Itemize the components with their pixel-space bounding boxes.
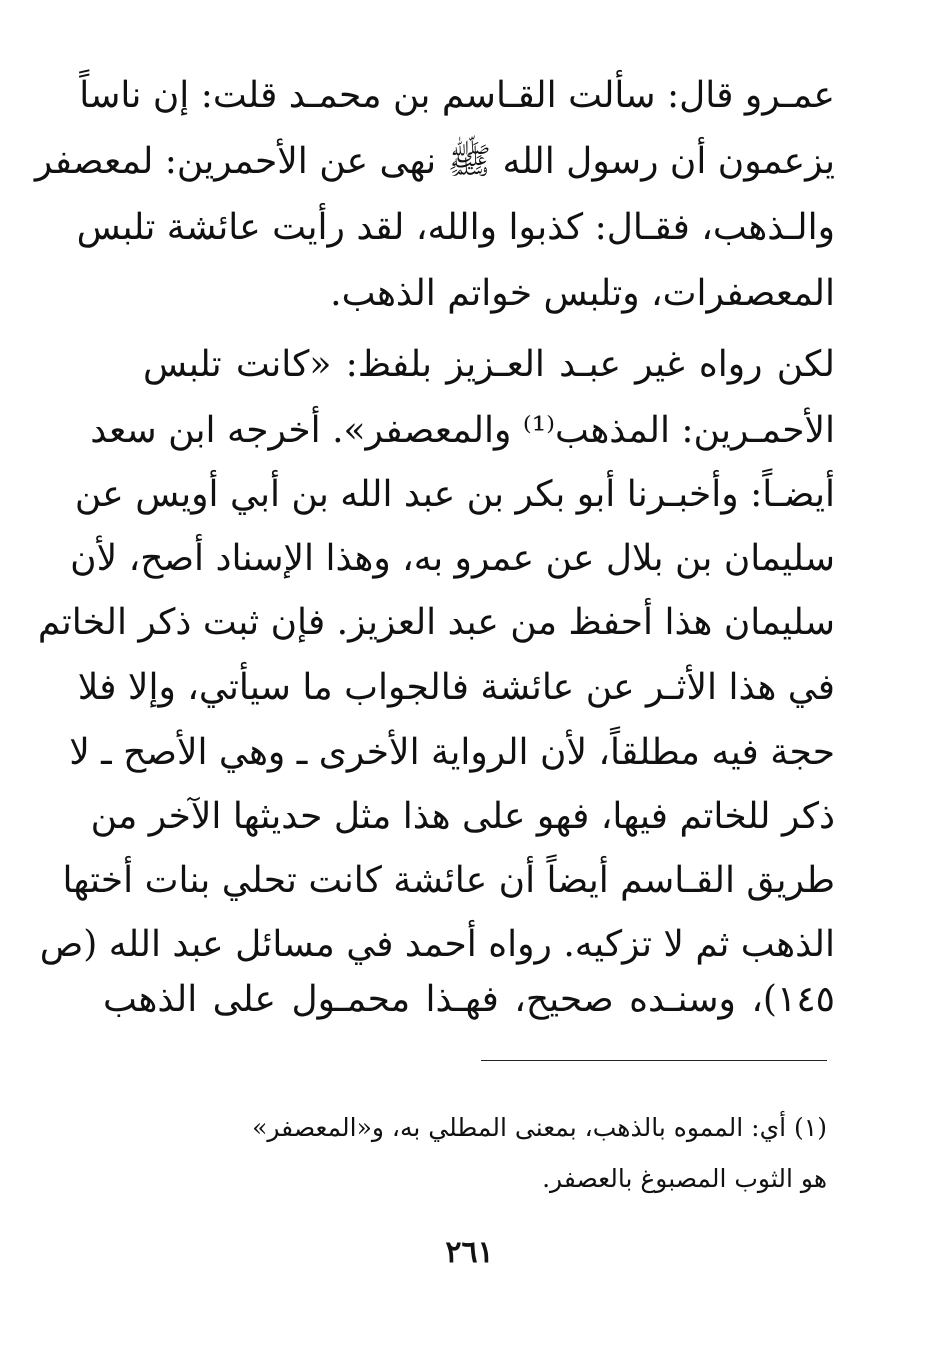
body-line: عمـرو قال: سألت القـاسم بن محمـد قلت: إن ناساً: [79, 75, 835, 116]
body-line: الذهب ثم لا تزكيه. رواه أحمد في مسائل عبد الله (ص: [39, 924, 835, 965]
body-line: لكن رواه غير عبـد العـزيز بلفظ: «كانت تلبس: [143, 344, 835, 385]
body-line: والـذهب، فقـال: كذبوا والله، لقد رأيت عائشة تلبس: [76, 207, 835, 248]
body-line: ذكر للخاتم فيها، فهو على هذا مثل حديثها الآخر من: [90, 796, 835, 837]
body-line: الأحمـرين: المذهب⁽¹⁾ والمعصفر». أخرجه ابن سعد: [90, 410, 835, 451]
body-line: المعصفرات، وتلبس خواتم الذهب.: [330, 273, 835, 314]
body-line: يزعمون أن رسول الله ﷺ نهى عن الأحمرين: لمعصفر: [34, 141, 835, 182]
body-line: ١٤٥)، وسنـده صحيح، فهـذا محمـول على الذهب: [103, 979, 835, 1020]
body-line: حجة فيه مطلقاً، لأن الرواية الأخرى ـ وهي الأصح ـ لا: [69, 732, 835, 773]
footnote-separator: [481, 1060, 827, 1061]
body-line: أيضـاً: وأخبـرنا أبو بكر بن عبد الله بن أبي أويس عن: [74, 474, 835, 515]
body-line: سليمان بن بلال عن عمرو به، وهذا الإسناد أصح، لأن: [70, 538, 835, 579]
body-line: سليمان هذا أحفظ من عبد العزيز. فإن ثبت ذكر الخاتم: [37, 602, 835, 643]
footnote-line: (١) أي: المموه بالذهب، بمعنى المطلي به، و«المعصفر»: [252, 1113, 827, 1142]
body-line: في هذا الأثـر عن عائشة فالجواب ما سيأتي، وإلا فلا: [77, 667, 835, 708]
footnote-line: هو الثوب المصبوغ بالعصفر.: [542, 1164, 827, 1193]
body-line: طريق القـاسم أيضاً أن عائشة كانت تحلي بنات أختها: [62, 860, 835, 901]
page-number: ٢٦١: [445, 1235, 494, 1270]
